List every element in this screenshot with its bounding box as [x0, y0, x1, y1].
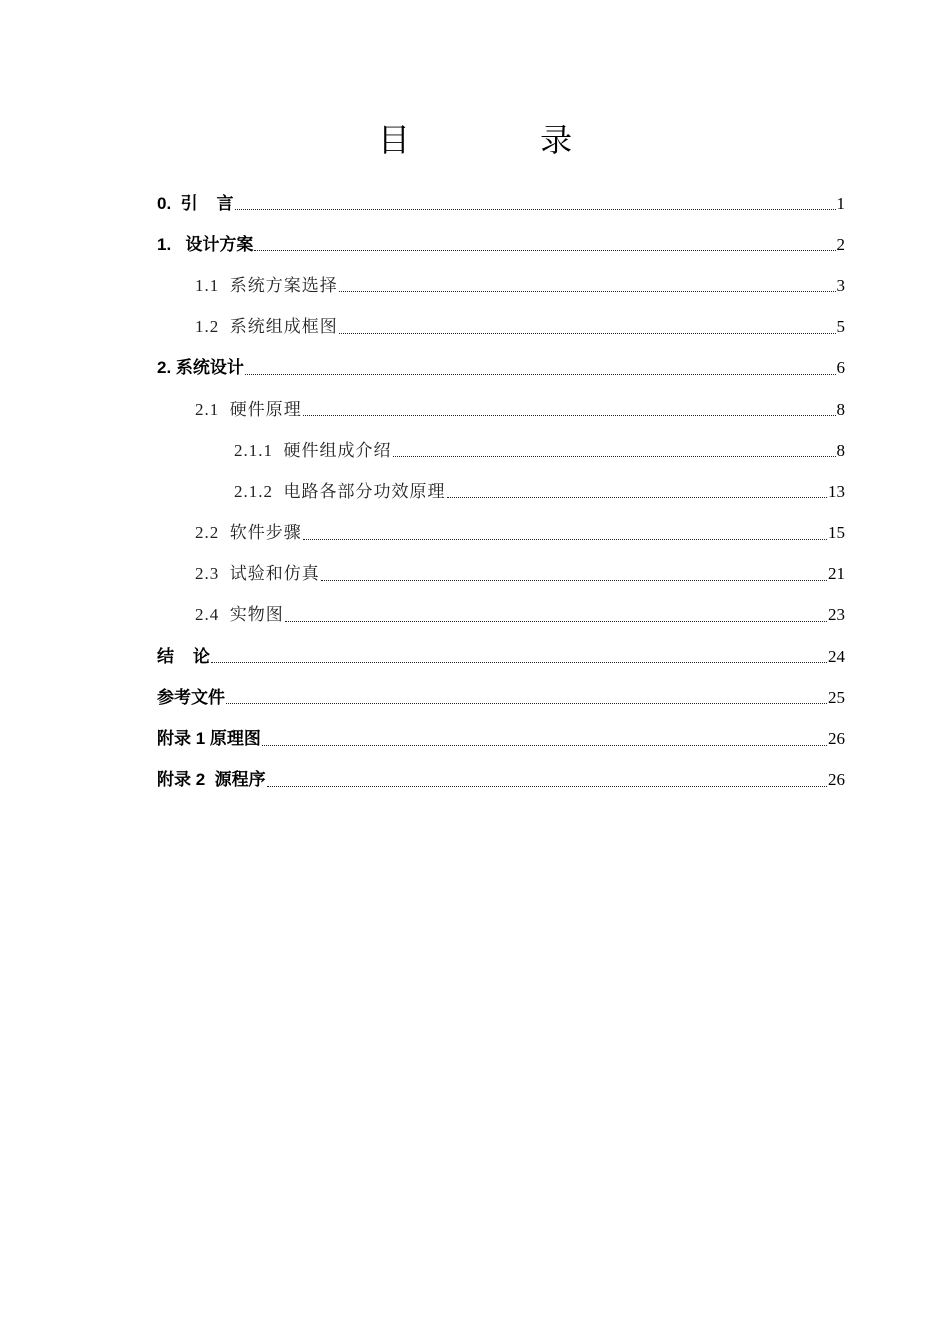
toc-entry-page: 23	[828, 605, 845, 625]
toc-entry-page: 3	[836, 275, 845, 295]
dot-leader	[262, 725, 827, 746]
toc-entry-label: 2.4 实物图	[195, 605, 284, 625]
toc-entry-label: 2.1.2 电路各部分功效原理	[234, 481, 446, 501]
toc-entry[interactable]	[157, 183, 845, 224]
toc-title: 目 录	[377, 121, 633, 159]
toc-entry[interactable]	[157, 554, 845, 595]
toc-entry[interactable]	[157, 595, 845, 636]
dot-leader	[285, 601, 827, 622]
dot-leader	[339, 271, 836, 292]
dot-leader	[393, 436, 836, 457]
toc-entry-page: 15	[828, 523, 845, 543]
toc-entry-label: 2. 系统设计	[157, 358, 244, 378]
toc-entry-page: 5	[836, 317, 845, 337]
toc-entry-label: 参考文件	[157, 687, 225, 707]
toc-entry-page: 8	[836, 399, 845, 419]
toc-entry[interactable]	[157, 718, 845, 759]
toc-entry-label: 0. 引 言	[157, 193, 234, 213]
toc-entry-page: 26	[828, 770, 845, 790]
dot-leader	[254, 230, 835, 251]
toc-entry-label: 1.2 系统组成框图	[195, 317, 338, 337]
toc-entry-page: 26	[828, 729, 845, 749]
toc-entry-page: 21	[828, 564, 845, 584]
dot-leader	[245, 354, 836, 375]
toc-entry[interactable]	[157, 224, 845, 265]
toc-entry[interactable]	[157, 677, 845, 718]
dot-leader	[339, 313, 836, 334]
toc-entry-page: 1	[836, 193, 845, 213]
toc-entry-label: 1.1 系统方案选择	[195, 275, 338, 295]
toc-entry-label: 附录 2 源程序	[157, 770, 266, 790]
dot-leader	[267, 766, 827, 787]
dot-leader	[303, 395, 836, 416]
dot-leader	[235, 189, 836, 210]
toc-entry[interactable]	[157, 760, 845, 801]
toc-entry-page: 25	[828, 687, 845, 707]
toc-entry[interactable]	[157, 513, 845, 554]
toc-entry-page: 24	[828, 646, 845, 666]
dot-leader	[303, 519, 827, 540]
toc-entry[interactable]	[157, 636, 845, 677]
toc-entry[interactable]	[157, 307, 845, 348]
toc-entry-label: 附录 1 原理图	[157, 729, 261, 749]
toc-entry[interactable]	[157, 430, 845, 471]
toc-entry-label: 2.2 软件步骤	[195, 523, 302, 543]
toc-entry[interactable]	[157, 348, 845, 389]
toc-entry-label: 2.1.1 硬件组成介绍	[234, 440, 392, 460]
toc-entry-page: 13	[828, 481, 845, 501]
dot-leader	[447, 477, 828, 498]
toc-entry[interactable]	[157, 265, 845, 306]
table-of-contents	[157, 183, 845, 801]
dot-leader	[321, 560, 827, 581]
dot-leader	[211, 642, 827, 663]
toc-entry-page: 6	[836, 358, 845, 378]
toc-entry[interactable]	[157, 389, 845, 430]
toc-entry-label: 2.3 试验和仿真	[195, 564, 320, 584]
toc-entry-label: 2.1 硬件原理	[195, 399, 302, 419]
dot-leader	[226, 683, 827, 704]
toc-entry-page: 2	[836, 234, 845, 254]
toc-entry-label: 1. 设计方案	[157, 234, 254, 254]
toc-entry-label: 结 论	[157, 646, 210, 666]
toc-entry-page: 8	[836, 440, 845, 460]
toc-entry[interactable]	[157, 471, 845, 512]
